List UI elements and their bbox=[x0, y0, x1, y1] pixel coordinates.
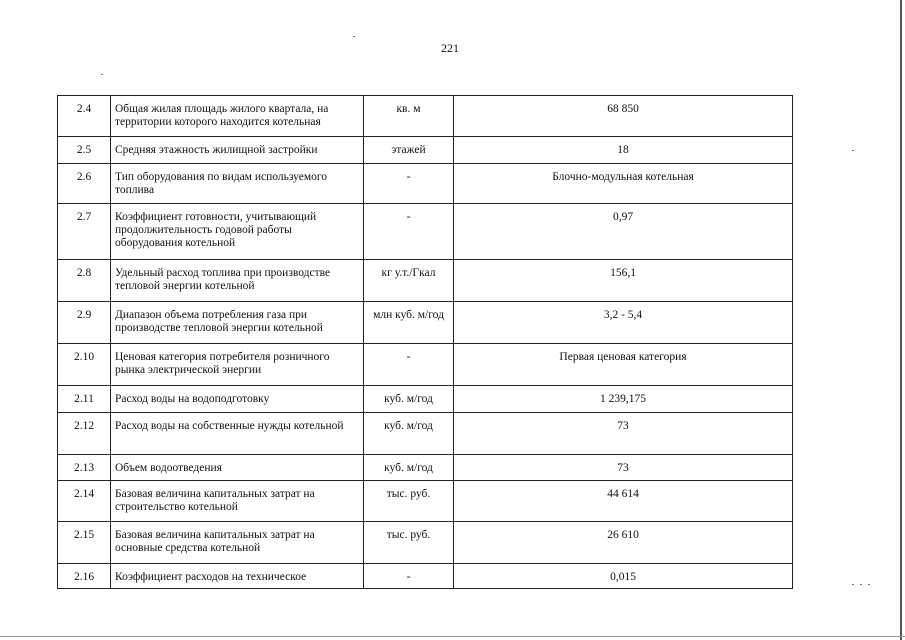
row-number: 2.10 bbox=[58, 344, 111, 386]
row-number: 2.4 bbox=[58, 96, 111, 137]
parameter-value: 0,97 bbox=[454, 204, 793, 260]
row-number: 2.12 bbox=[58, 413, 111, 455]
parameter-name: Удельный расход топлива при производстве тепловой энергии котельной bbox=[111, 260, 364, 302]
parameter-name: Коэффициент готовности, учитывающий продолжительность годовой работы оборудования котельной bbox=[111, 204, 364, 260]
table-row bbox=[58, 96, 793, 137]
table-row bbox=[58, 386, 793, 413]
table-row bbox=[58, 344, 793, 386]
row-number: 2.15 bbox=[58, 522, 111, 564]
table-row bbox=[58, 137, 793, 164]
page-frame-bottom-edge bbox=[0, 636, 905, 637]
unit-of-measure: - bbox=[364, 564, 454, 589]
unit-of-measure: тыс. руб. bbox=[364, 522, 454, 564]
row-number: 2.9 bbox=[58, 302, 111, 344]
scan-speck bbox=[852, 150, 854, 151]
unit-of-measure: - bbox=[364, 344, 454, 386]
scan-speck bbox=[852, 584, 854, 585]
table-row bbox=[58, 413, 793, 455]
scan-speck bbox=[860, 584, 862, 585]
parameter-value: 26 610 bbox=[454, 522, 793, 564]
unit-of-measure: млн куб. м/год bbox=[364, 302, 454, 344]
row-number: 2.6 bbox=[58, 164, 111, 204]
row-number: 2.16 bbox=[58, 564, 111, 589]
parameter-name: Ценовая категория потребителя розничного рынка электрической энергии bbox=[111, 344, 364, 386]
parameter-value: 3,2 - 5,4 bbox=[454, 302, 793, 344]
row-number: 2.14 bbox=[58, 481, 111, 522]
table-row bbox=[58, 164, 793, 204]
unit-of-measure: кв. м bbox=[364, 96, 454, 137]
unit-of-measure: куб. м/год bbox=[364, 386, 454, 413]
parameter-value: 44 614 bbox=[454, 481, 793, 522]
row-number: 2.5 bbox=[58, 137, 111, 164]
parameter-value: 18 bbox=[454, 137, 793, 164]
unit-of-measure: - bbox=[364, 164, 454, 204]
row-number: 2.11 bbox=[58, 386, 111, 413]
parameter-value: Блочно-модульная котельная bbox=[454, 164, 793, 204]
row-number: 2.8 bbox=[58, 260, 111, 302]
unit-of-measure: тыс. руб. bbox=[364, 481, 454, 522]
parameter-name: Расход воды на водоподготовку bbox=[111, 386, 364, 413]
parameter-name: Диапазон объема потребления газа при производстве тепловой энергии котельной bbox=[111, 302, 364, 344]
table-row bbox=[58, 260, 793, 302]
parameter-name: Коэффициент расходов на техническое bbox=[111, 564, 364, 589]
scan-speck bbox=[101, 74, 103, 75]
unit-of-measure: куб. м/год bbox=[364, 455, 454, 481]
parameter-name: Базовая величина капитальных затрат на основные средства котельной bbox=[111, 522, 364, 564]
parameter-value: Первая ценовая категория bbox=[454, 344, 793, 386]
unit-of-measure: кг у.т./Гкал bbox=[364, 260, 454, 302]
parameter-name: Общая жилая площадь жилого квартала, на территории которого находится котельная bbox=[111, 96, 364, 137]
table-row bbox=[58, 455, 793, 481]
table-row bbox=[58, 204, 793, 260]
parameter-name: Средняя этажность жилищной застройки bbox=[111, 137, 364, 164]
page-number: 221 bbox=[441, 41, 459, 55]
scan-speck bbox=[353, 36, 355, 37]
row-number: 2.13 bbox=[58, 455, 111, 481]
parameter-value: 73 bbox=[454, 413, 793, 455]
specification-table bbox=[57, 95, 793, 589]
unit-of-measure: - bbox=[364, 204, 454, 260]
parameter-value: 68 850 bbox=[454, 96, 793, 137]
parameter-value: 0,015 bbox=[454, 564, 793, 589]
table-row bbox=[58, 522, 793, 564]
table-row bbox=[58, 481, 793, 522]
parameter-name: Тип оборудования по видам используемого топлива bbox=[111, 164, 364, 204]
table-row bbox=[58, 302, 793, 344]
parameter-value: 1 239,175 bbox=[454, 386, 793, 413]
parameter-name: Базовая величина капитальных затрат на строительство котельной bbox=[111, 481, 364, 522]
page-frame-right-edge bbox=[900, 0, 902, 640]
scan-speck bbox=[868, 584, 870, 585]
parameter-name: Расход воды на собственные нужды котельной bbox=[111, 413, 364, 455]
parameter-value: 156,1 bbox=[454, 260, 793, 302]
table-row bbox=[58, 564, 793, 589]
row-number: 2.7 bbox=[58, 204, 111, 260]
unit-of-measure: этажей bbox=[364, 137, 454, 164]
parameter-name: Объем водоотведения bbox=[111, 455, 364, 481]
parameter-value: 73 bbox=[454, 455, 793, 481]
unit-of-measure: куб. м/год bbox=[364, 413, 454, 455]
